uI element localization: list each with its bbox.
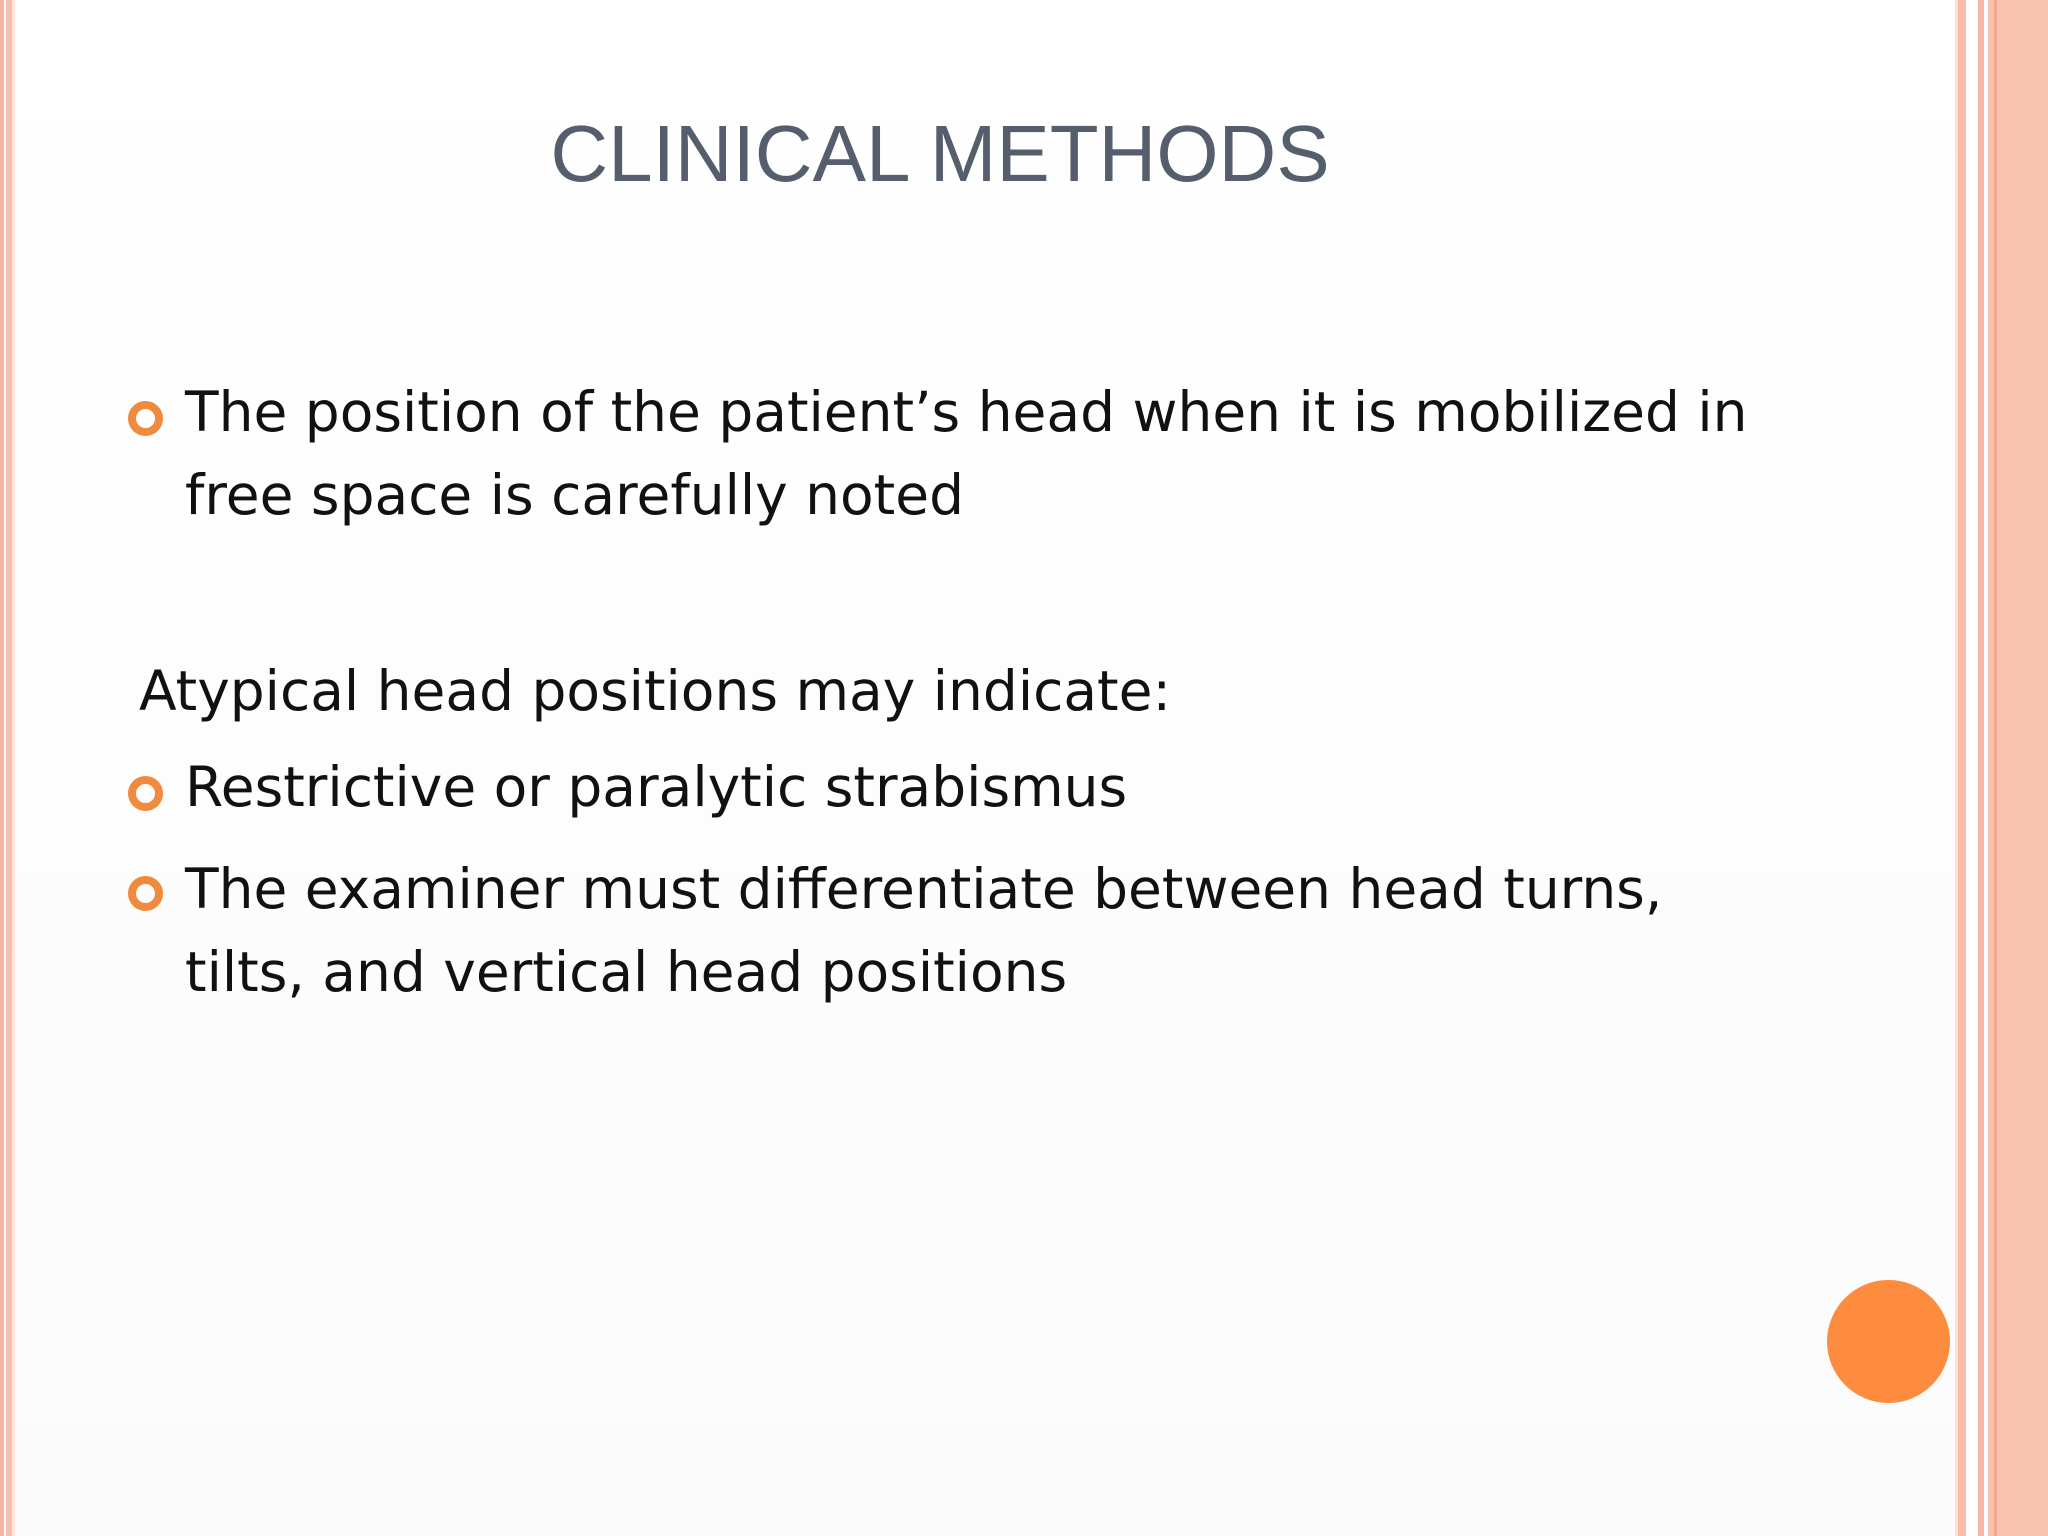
right-border-line (1994, 0, 1997, 1536)
bullet-text: Restrictive or paralytic strabismus (185, 755, 1128, 819)
bullet-text: The position of the patient’s head when it is mobilized in free space is carefully noted (185, 380, 1748, 527)
right-border-stripe (1958, 0, 1966, 1536)
bullet-circle-icon (128, 776, 163, 811)
intro-text: Atypical head positions may indicate: (139, 659, 1171, 723)
bullet-circle-icon (128, 401, 163, 436)
slide-title-text: CLINICAL METHODS (550, 109, 1330, 198)
left-border-stripe (12, 0, 15, 1536)
decorative-orange-circle (1827, 1280, 1950, 1403)
right-border-band (1988, 0, 2048, 1536)
right-border-gap (1966, 0, 1978, 1536)
slide-title (0, 108, 1880, 200)
bullet-circle-icon (128, 876, 163, 911)
bullet-text: The examiner must differentiate between head turns, tilts, and vertical head positions (185, 857, 1663, 1004)
